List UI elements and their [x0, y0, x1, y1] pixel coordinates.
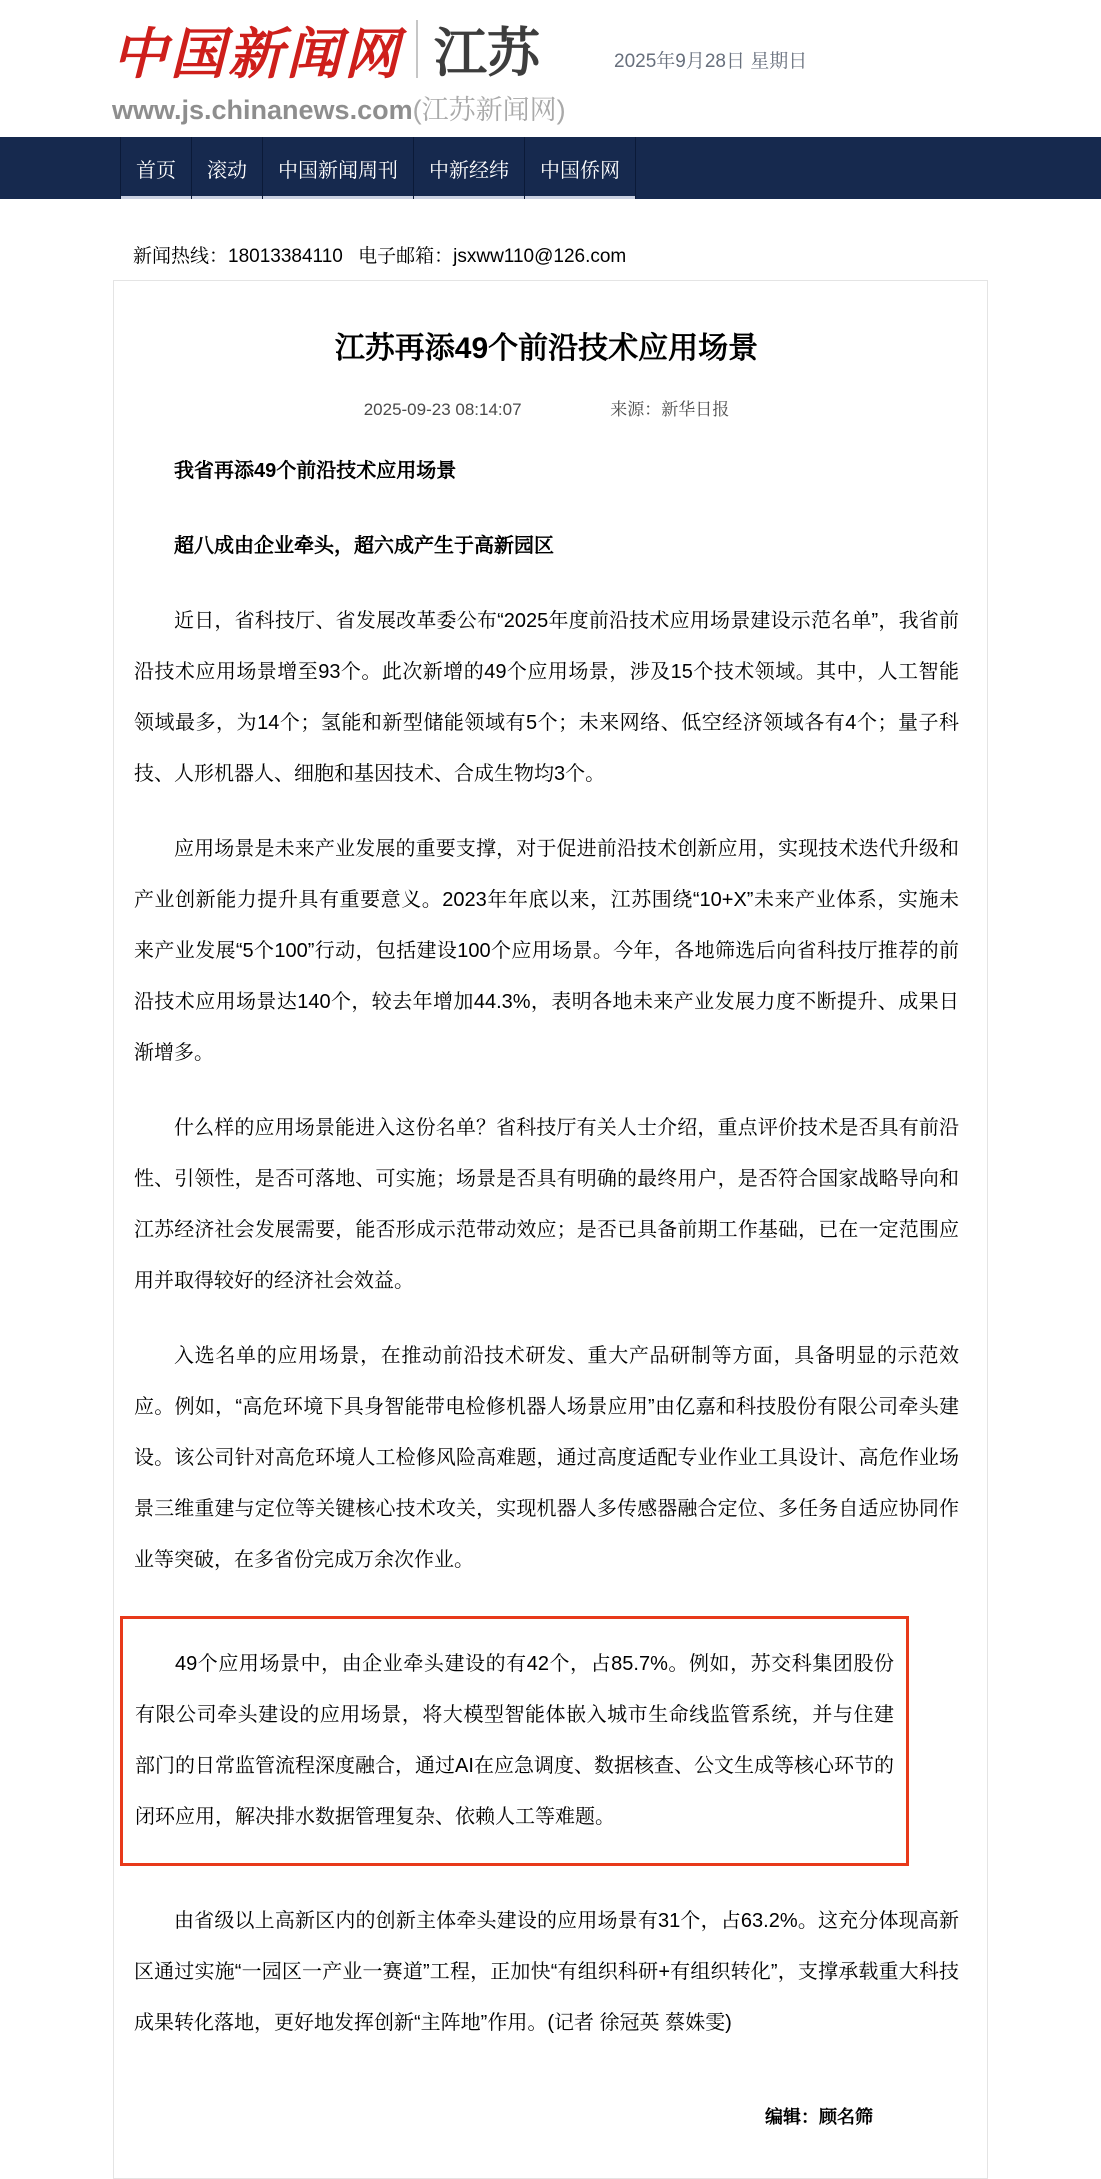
- article-subtitle-2: 超八成由企业牵头，超六成产生于高新园区: [174, 535, 554, 557]
- highlighted-paragraph-box: [120, 1616, 909, 1866]
- publish-time: 2025-09-23 08:14:07: [363, 400, 522, 419]
- nav-item-home[interactable]: 首页: [120, 137, 191, 199]
- source-label: 来源：: [610, 400, 662, 419]
- highlighted-paragraph: 49个应用场景中，由企业牵头建设的有42个，占85.7%。例如，苏交科集团股份有限公司牵头建设的应用场景，将大模型智能体嵌入城市生命线监管系统，并与住建部门的日常监管流程深度融合，通过AI在应急调度、数据核查、公文生成等核心环节的闭环应用，解决排水数据管理复杂、依赖人工等难题。: [135, 1653, 894, 1828]
- article-source: [610, 400, 729, 419]
- article-subtitle-1: 我省再添49个前沿技术应用场景: [174, 460, 457, 482]
- article-meta: [134, 395, 959, 420]
- article-paragraph: 入选名单的应用场景，在推动前沿技术研发、重大产品研制等方面，具备明显的示范效应。例如，“高危环境下具身智能带电检修机器人场景应用”由亿嘉和科技股份有限公司牵头建设。该公司针对高危环境人工检修风险高难题，通过高度适配专业作业工具设计、高危作业场景三维重建与定位等关键核心技术攻关，实现机器人多传感器融合定位、多任务自适应协同作业等突破，在多省份完成万余次作业。: [134, 1345, 959, 1571]
- site-url-main: www.js.chinanews.com: [112, 95, 413, 125]
- logo-region-label: 江苏: [434, 24, 541, 83]
- article-title: 江苏再添49个前沿技术应用场景: [334, 332, 759, 365]
- site-url: [112, 88, 1101, 127]
- contact-line: [133, 241, 1101, 268]
- hotline-number: 18013384110: [228, 246, 343, 267]
- nav-item-jwview[interactable]: 中新经纬: [413, 137, 524, 199]
- logo-row: [112, 12, 1101, 86]
- site-header: [0, 0, 1101, 127]
- nav-item-scroll[interactable]: 滚动: [191, 137, 262, 199]
- article-paragraph: 近日，省科技厅、省发展改革委公布“2025年度前沿技术应用场景建设示范名单”，我省前沿技术应用场景增至93个。此次新增的49个应用场景，涉及15个技术领域。其中，人工智能领域最多，为14个；氢能和新型储能领域有5个；未来网络、低空经济领域各有4个；量子科技、人形机器人、细胞和基因技术、合成生物均3个。: [134, 610, 959, 785]
- editor-line: [134, 2105, 959, 2130]
- source-name: 新华日报: [661, 400, 730, 419]
- site-url-suffix: (江苏新闻网): [412, 95, 566, 125]
- header-date: 2025年9月28日 星期日: [614, 50, 808, 72]
- closing-paragraph: 由省级以上高新区内的创新主体牵头建设的应用场景有31个，占63.2%。这充分体现高新区通过实施“一园区一产业一赛道”工程，正加快“有组织科研+有组织转化”，支撑承载重大科技成果转化落地，更好地发挥创新“主阵地”作用。(记者 徐冠英 蔡姝雯): [134, 1910, 959, 2034]
- logo-divider: [416, 20, 418, 78]
- editor-name: 顾名筛: [819, 2107, 873, 2127]
- editor-label: 编辑：: [765, 2107, 819, 2127]
- email-address: jsxww110@126.com: [453, 246, 627, 267]
- article-paragraph: 应用场景是未来产业发展的重要支撑，对于促进前沿技术创新应用，实现技术迭代升级和产业创新能力提升具有重要意义。2023年年底以来，江苏围绕“10+X”未来产业体系，实施未来产业发展“5个100”行动，包括建设100个应用场景。今年，各地筛选后向省科技厅推荐的前沿技术应用场景达140个，较去年增加44.3%，表明各地未来产业发展力度不断提升、成果日渐增多。: [134, 838, 959, 1064]
- article-container: [113, 280, 988, 2179]
- site-logo[interactable]: 中国新闻网: [112, 22, 403, 85]
- article-paragraph: 什么样的应用场景能进入这份名单？省科技厅有关人士介绍，重点评价技术是否具有前沿性、引领性，是否可落地、可实施；场景是否具有明确的最终用户，是否符合国家战略导向和江苏经济社会发展需要，能否形成示范带动效应；是否已具备前期工作基础，已在一定范围应用并取得较好的经济社会效益。: [134, 1117, 959, 1292]
- article-body: [134, 446, 959, 2049]
- hotline-label: 新闻热线：: [133, 246, 229, 267]
- main-nav: [0, 137, 1101, 199]
- nav-item-chinaqw[interactable]: 中国侨网: [524, 137, 636, 199]
- nav-item-china-newsweek[interactable]: 中国新闻周刊: [262, 137, 413, 199]
- email-label: 电子邮箱：: [358, 246, 454, 267]
